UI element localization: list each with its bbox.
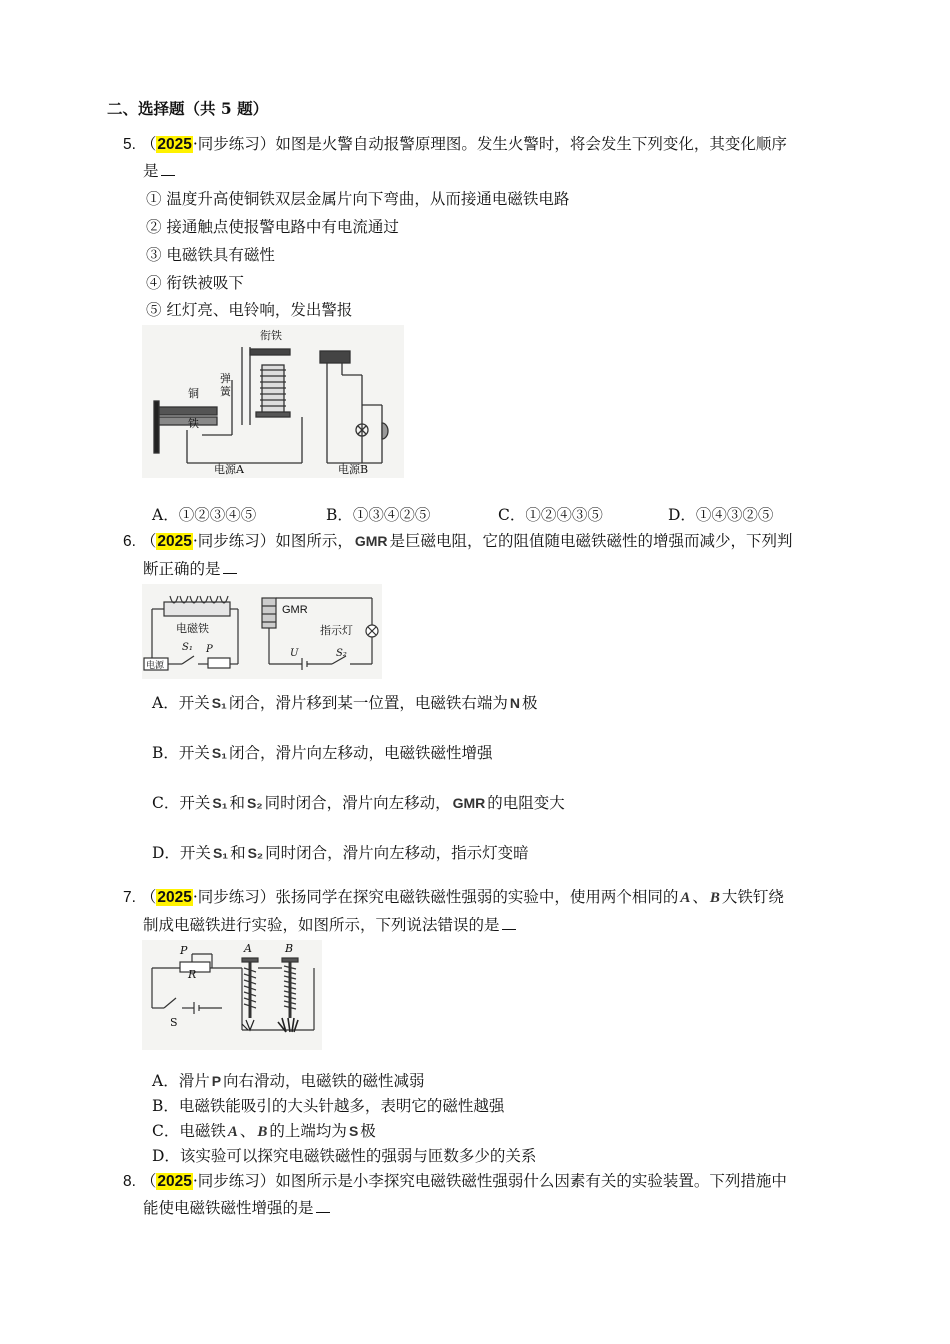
s1-symbol: S₁ bbox=[211, 745, 228, 761]
s1-symbol: S₁ bbox=[211, 695, 227, 711]
q7-c-pre: C．电磁铁 bbox=[152, 1122, 226, 1140]
question-6-number: 6. bbox=[123, 533, 136, 550]
q6-option-c[interactable] bbox=[152, 792, 565, 814]
fig7-label-a: A bbox=[244, 942, 252, 955]
answer-blank[interactable] bbox=[223, 559, 237, 574]
n-symbol: N bbox=[509, 695, 520, 711]
question-5-number: 5. bbox=[123, 136, 136, 153]
question-5-line1 bbox=[123, 133, 787, 156]
answer-blank[interactable] bbox=[316, 1198, 330, 1213]
question-8-stem-cont: 能使电磁铁磁性增强的是 bbox=[143, 1199, 314, 1217]
q6-b-post: 闭合，滑片向左移动，电磁铁磁性增强 bbox=[229, 744, 493, 762]
fig5-label-spring-2: 簧 bbox=[220, 385, 231, 398]
q7-option-d[interactable] bbox=[152, 1145, 536, 1167]
question-8-year-badge: 2025 bbox=[157, 1173, 192, 1190]
s-symbol: S bbox=[348, 1123, 359, 1139]
q6-d-pre: D．开关 bbox=[152, 844, 211, 862]
q6-c-pre: C．开关 bbox=[152, 794, 211, 812]
question-6-stem-cont: 断正确的是 bbox=[143, 560, 221, 578]
fig5-label-power-a: 电源A bbox=[214, 463, 244, 476]
question-6-year-badge: 2025 bbox=[157, 533, 192, 550]
q6-c-post: 的电阻变大 bbox=[487, 794, 565, 812]
q7-option-c[interactable] bbox=[152, 1120, 376, 1143]
question-5-year-badge: 2025 bbox=[157, 136, 192, 153]
q5-option-a[interactable]: A．①②③④⑤ bbox=[152, 506, 257, 524]
question-6-source: ·同步练习） bbox=[192, 532, 276, 550]
question-7-stem-a: 张扬同学在探究电磁铁磁性强弱的实验中，使用两个相同的 bbox=[275, 888, 679, 906]
fig5-label-iron: 铁 bbox=[188, 417, 199, 430]
q6-a-mid: 闭合，滑片移到某一位置，电磁铁右端为 bbox=[228, 694, 508, 712]
q6-d-and: 和 bbox=[230, 844, 246, 862]
q6-option-a[interactable] bbox=[152, 692, 538, 714]
question-7-stem-cont: 制成电磁铁进行实验，如图所示，下列说法错误的是 bbox=[143, 916, 500, 934]
q5-item-3: ③ 电磁铁具有磁性 bbox=[146, 246, 275, 264]
q5-option-b[interactable]: B．①③④②⑤ bbox=[326, 506, 431, 524]
question-5-stem-cont: 是 bbox=[143, 162, 159, 180]
s1-symbol: S₁ bbox=[212, 845, 229, 861]
a-symbol: A bbox=[227, 1124, 238, 1140]
s2-symbol: S₂ bbox=[247, 845, 264, 861]
question-6-line1 bbox=[123, 530, 793, 553]
gmr-symbol: GMR bbox=[452, 795, 486, 811]
q7-b-text: B．电磁铁能吸引的大头针越多，表明它的磁性越强 bbox=[152, 1097, 505, 1115]
b-symbol: B bbox=[709, 890, 720, 906]
fig6-label-gmr: GMR bbox=[282, 604, 308, 616]
q7-c-post: 极 bbox=[360, 1122, 376, 1140]
q5-item-5: ⑤ 红灯亮、电铃响，发出警报 bbox=[146, 301, 353, 319]
question-8-paren: （ bbox=[140, 1172, 157, 1190]
b-symbol: B bbox=[257, 1124, 268, 1140]
fig5-label-copper: 铜 bbox=[188, 387, 199, 400]
question-6-line2 bbox=[143, 558, 237, 580]
question-6-stem-b: 是巨磁电阻，它的阻值随电磁铁磁性的增强而减少，下列判 bbox=[389, 532, 793, 550]
answer-blank[interactable] bbox=[161, 161, 175, 176]
s2-symbol: S₂ bbox=[247, 795, 263, 811]
fig7-label-r: R bbox=[188, 968, 197, 981]
question-8-line2 bbox=[143, 1197, 330, 1219]
question-7-line2 bbox=[143, 914, 516, 936]
p-symbol: P bbox=[211, 1073, 222, 1089]
question-5-source: ·同步练习） bbox=[192, 135, 276, 153]
fig6-label-power: 电源 bbox=[146, 661, 165, 671]
fig7-label-p: P bbox=[180, 944, 188, 957]
question-7-source: ·同步练习） bbox=[192, 888, 276, 906]
q6-c-and: 和 bbox=[229, 794, 246, 812]
answer-blank[interactable] bbox=[502, 915, 516, 930]
question-5-line2 bbox=[143, 160, 175, 182]
question-7-year-badge: 2025 bbox=[157, 889, 192, 906]
s1-symbol: S₁ bbox=[212, 795, 228, 811]
fig5-label-armature: 衔铁 bbox=[260, 329, 282, 342]
question-7-paren: （ bbox=[140, 888, 157, 906]
q5-option-c[interactable]: C．①②④③⑤ bbox=[498, 506, 603, 524]
question-5-stem: 如图是火警自动报警原理图。发生火警时，将会发生下列变化，其变化顺序 bbox=[275, 135, 787, 153]
q6-option-b[interactable] bbox=[152, 742, 493, 764]
question-7-sep: 、 bbox=[692, 888, 708, 906]
q6-b-pre: B．开关 bbox=[152, 744, 210, 762]
nail-electromagnet-figure bbox=[142, 940, 322, 1050]
q6-c-mid: 同时闭合，滑片向左移动， bbox=[264, 794, 451, 812]
q5-item-4: ④ 衔铁被吸下 bbox=[146, 274, 244, 292]
q6-a-pre: A．开关 bbox=[152, 694, 210, 712]
q6-d-post: 同时闭合，滑片向左移动，指示灯变暗 bbox=[265, 844, 529, 862]
fig6-label-s2: S₂ bbox=[336, 648, 347, 659]
q7-c-mid: 的上端均为 bbox=[269, 1122, 347, 1140]
q6-a-post: 极 bbox=[521, 694, 538, 712]
fig6-label-s1: S₁ bbox=[182, 642, 193, 653]
question-8-line1 bbox=[123, 1170, 787, 1193]
q7-a-post: 向右滑动，电磁铁的磁性减弱 bbox=[223, 1072, 425, 1090]
q5-option-d[interactable]: D．①④③②⑤ bbox=[668, 506, 774, 524]
q6-option-d[interactable] bbox=[152, 842, 529, 864]
question-8-stem: 如图所示是小李探究电磁铁磁性强弱什么因素有关的实验装置。下列措施中 bbox=[275, 1172, 787, 1190]
q7-d-text: D．该实验可以探究电磁铁磁性的强弱与匝数多少的关系 bbox=[152, 1147, 537, 1165]
fig6-label-p: P bbox=[206, 644, 213, 655]
q5-item-2: ② 接通触点使报警电路中有电流通过 bbox=[146, 218, 399, 236]
fig7-label-s: S bbox=[170, 1016, 178, 1029]
q5-item-1: ① 温度升高使铜铁双层金属片向下弯曲，从而接通电磁铁电路 bbox=[146, 190, 570, 208]
question-6-stem-a: 如图所示， bbox=[275, 532, 353, 550]
fire-alarm-circuit-figure bbox=[142, 325, 404, 478]
q7-option-a[interactable] bbox=[152, 1070, 425, 1092]
question-5-paren: （ bbox=[140, 135, 157, 153]
q7-a-pre: A．滑片 bbox=[152, 1072, 210, 1090]
question-8-source: ·同步练习） bbox=[192, 1172, 276, 1190]
q7-option-b[interactable] bbox=[152, 1095, 504, 1117]
fig6-label-u: U bbox=[290, 648, 299, 659]
fig7-label-b: B bbox=[285, 942, 294, 955]
question-8-number: 8. bbox=[123, 1173, 136, 1190]
a-symbol: A bbox=[680, 890, 691, 906]
gmr-symbol: GMR bbox=[354, 533, 388, 549]
fig6-label-indicator: 指示灯 bbox=[320, 624, 353, 637]
question-6-paren: （ bbox=[140, 532, 157, 550]
fig6-label-electromagnet: 电磁铁 bbox=[176, 622, 209, 635]
question-7-number: 7. bbox=[123, 889, 136, 906]
q7-c-sep: 、 bbox=[239, 1122, 256, 1140]
question-7-line1 bbox=[123, 886, 784, 909]
question-7-stem-b: 大铁钉绕 bbox=[721, 888, 784, 906]
gmr-circuit-figure bbox=[142, 584, 382, 679]
fig5-label-power-b: 电源B bbox=[338, 463, 369, 476]
fig5-label-spring-1: 弹 bbox=[220, 372, 231, 385]
section-title: 二、选择题（共 5 题） bbox=[107, 99, 269, 118]
